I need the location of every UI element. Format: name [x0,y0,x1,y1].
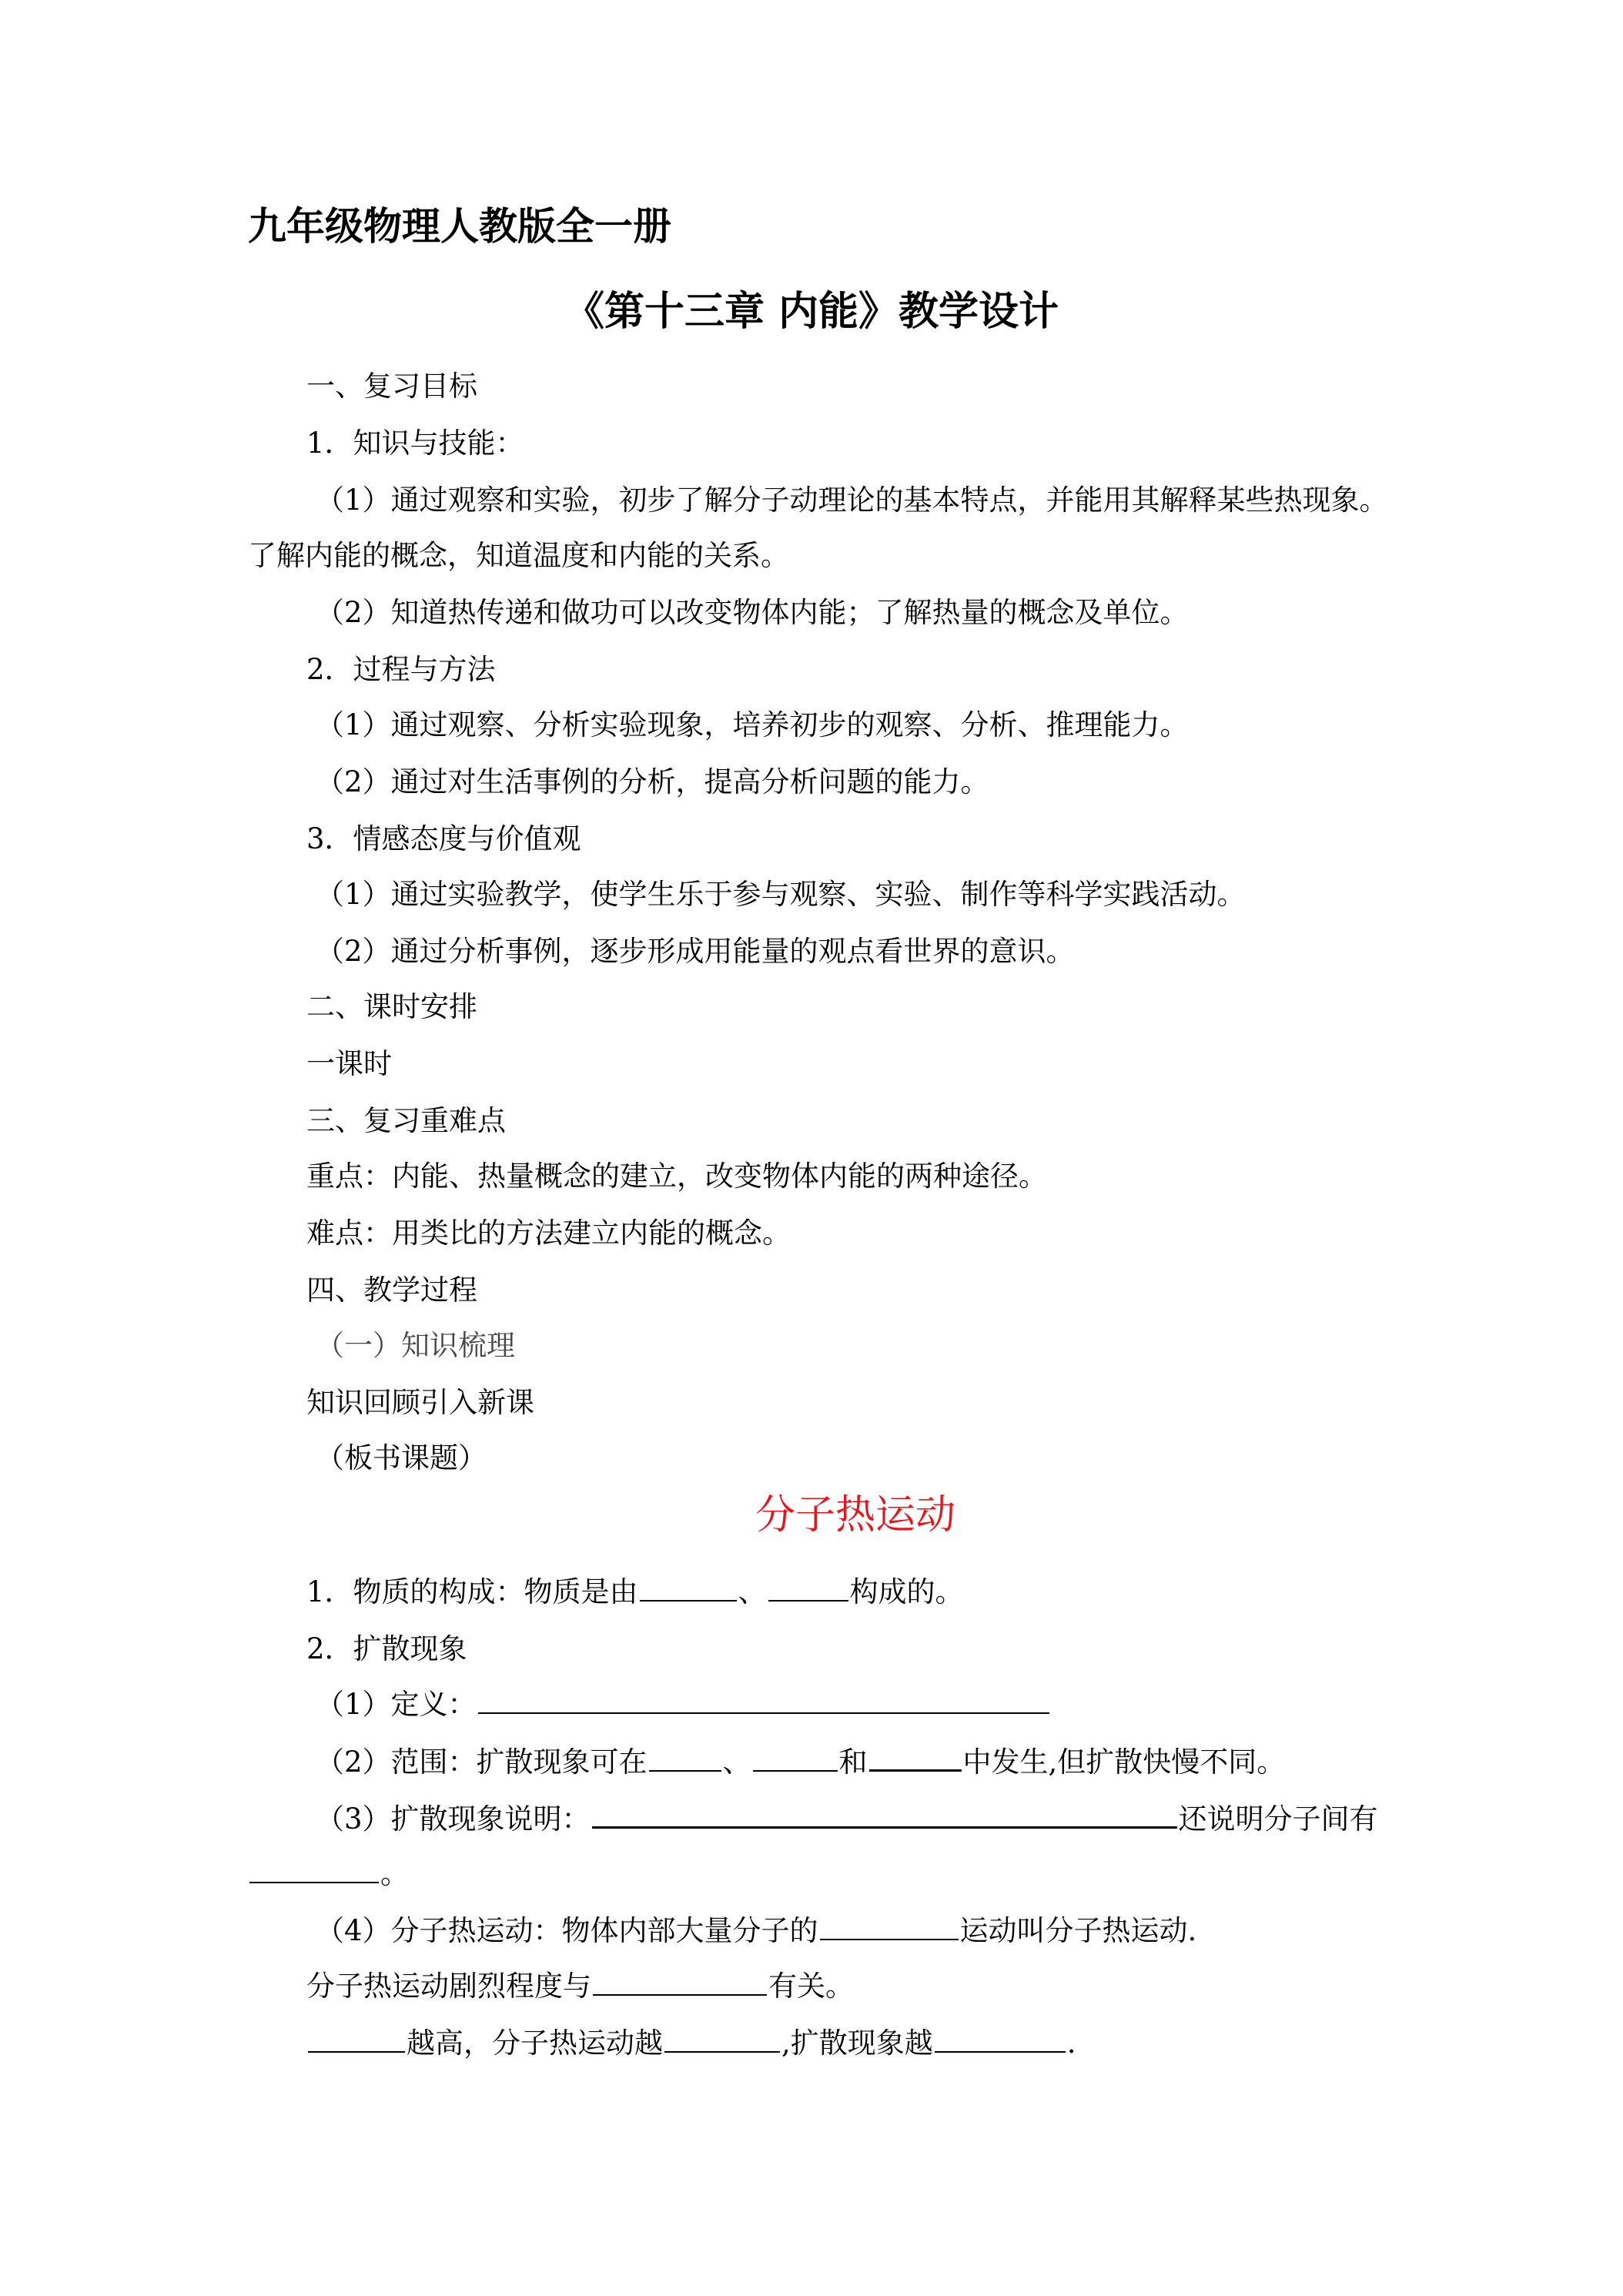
section-heading: 三、复习重难点 [306,1104,506,1137]
exercise-text: 。 [380,1857,409,1890]
section-heading: 二、课时安排 [306,990,477,1023]
paragraph: （2）通过分析事例，逐步形成用能量的观点看世界的意识。 [316,935,1075,968]
subsection-heading: 1．知识与技能： [306,427,524,460]
paragraph: （1）通过实验教学，使学生乐于参与观察、实验、制作等科学实践活动。 [316,878,1246,911]
answer-blank[interactable] [664,2025,780,2053]
answer-blank[interactable] [593,1968,767,1996]
paragraph: （1）通过观察、分析实验现象，培养初步的观察、分析、推理能力。 [316,708,1189,741]
board-title: 分子热运动 [755,1492,955,1538]
exercise-text: （1）定义： [316,1688,477,1721]
exercise-text: （2）范围：扩散现象可在 [316,1745,648,1779]
answer-blank[interactable] [869,1743,962,1772]
answer-blank[interactable] [649,1744,721,1772]
exercise-text: （3）扩散现象说明： [316,1802,591,1836]
exercise-text: （4）分子热运动：物体内部大量分子的 [316,1914,818,1947]
paragraph: 重点：内能、热量概念的建立，改变物体内能的两种途径。 [306,1160,1047,1193]
exercise-text: 1．物质的构成：物质是由 [306,1575,638,1608]
section-heading: 一、复习目标 [306,370,477,403]
answer-blank[interactable] [768,1574,848,1602]
exercise-text: 分子热运动剧烈程度与 [306,1970,591,2003]
answer-blank[interactable] [640,1574,737,1602]
answer-blank[interactable] [592,1800,1177,1829]
paragraph: （2）知道热传递和做功可以改变物体内能；了解热量的概念及单位。 [316,596,1189,629]
answer-blank[interactable] [820,1913,959,1940]
exercise-line [316,1800,1378,1838]
document-title: 《第十三章 内能》教学设计 [564,289,1059,335]
paragraph: 难点：用类比的方法建立内能的概念。 [306,1217,791,1250]
section-heading: 四、教学过程 [306,1274,477,1307]
paragraph: （1）通过观察和实验，初步了解分子动理论的基本特点，并能用其解释某些热现象。 [316,484,1388,517]
exercise-line [248,1856,409,1893]
exercise-text: 越高，分子热运动越 [407,2027,663,2060]
answer-blank[interactable] [478,1686,1049,1714]
exercise-line [306,1968,854,2005]
exercise-line [316,1913,1196,1950]
exercise-text: ,扩散现象越 [781,2027,933,2060]
exercise-text: 运动叫分子热运动. [959,1914,1197,1947]
exercise-text: 还说明分子间有 [1178,1802,1378,1836]
answer-blank[interactable] [935,2025,1066,2053]
paragraph: （一）知识梳理 [316,1329,515,1362]
exercise-line: 2．扩散现象 [306,1632,467,1665]
subsection-heading: 2．过程与方法 [306,653,496,686]
exercise-line [316,1686,1051,1723]
exercise-line [306,1574,964,1611]
exercise-text: . [1066,2027,1076,2060]
exercise-text: 和 [838,1745,868,1779]
paragraph: （2）通过对生活事例的分析，提高分析问题的能力。 [316,765,989,798]
document-subtitle: 九年级物理人教版全一册 [248,204,671,249]
exercise-line [316,1743,1285,1781]
paragraph: 一课时 [306,1047,392,1080]
exercise-text: 、 [738,1575,767,1608]
exercise-text: 中发生,但扩散快慢不同。 [962,1745,1286,1779]
subsection-heading: 3．情感态度与价值观 [306,822,581,855]
exercise-text: 、 [722,1745,751,1779]
paragraph: 了解内能的概念，知道温度和内能的关系。 [248,539,789,572]
paragraph: 知识回顾引入新课 [306,1386,534,1419]
paragraph: （板书课题） [316,1441,487,1474]
exercise-line [306,2025,1076,2062]
exercise-text: 构成的。 [849,1575,964,1608]
answer-blank[interactable] [249,1856,379,1883]
exercise-text: 有关。 [768,1970,854,2003]
answer-blank[interactable] [753,1744,838,1772]
answer-blank[interactable] [308,2025,405,2053]
